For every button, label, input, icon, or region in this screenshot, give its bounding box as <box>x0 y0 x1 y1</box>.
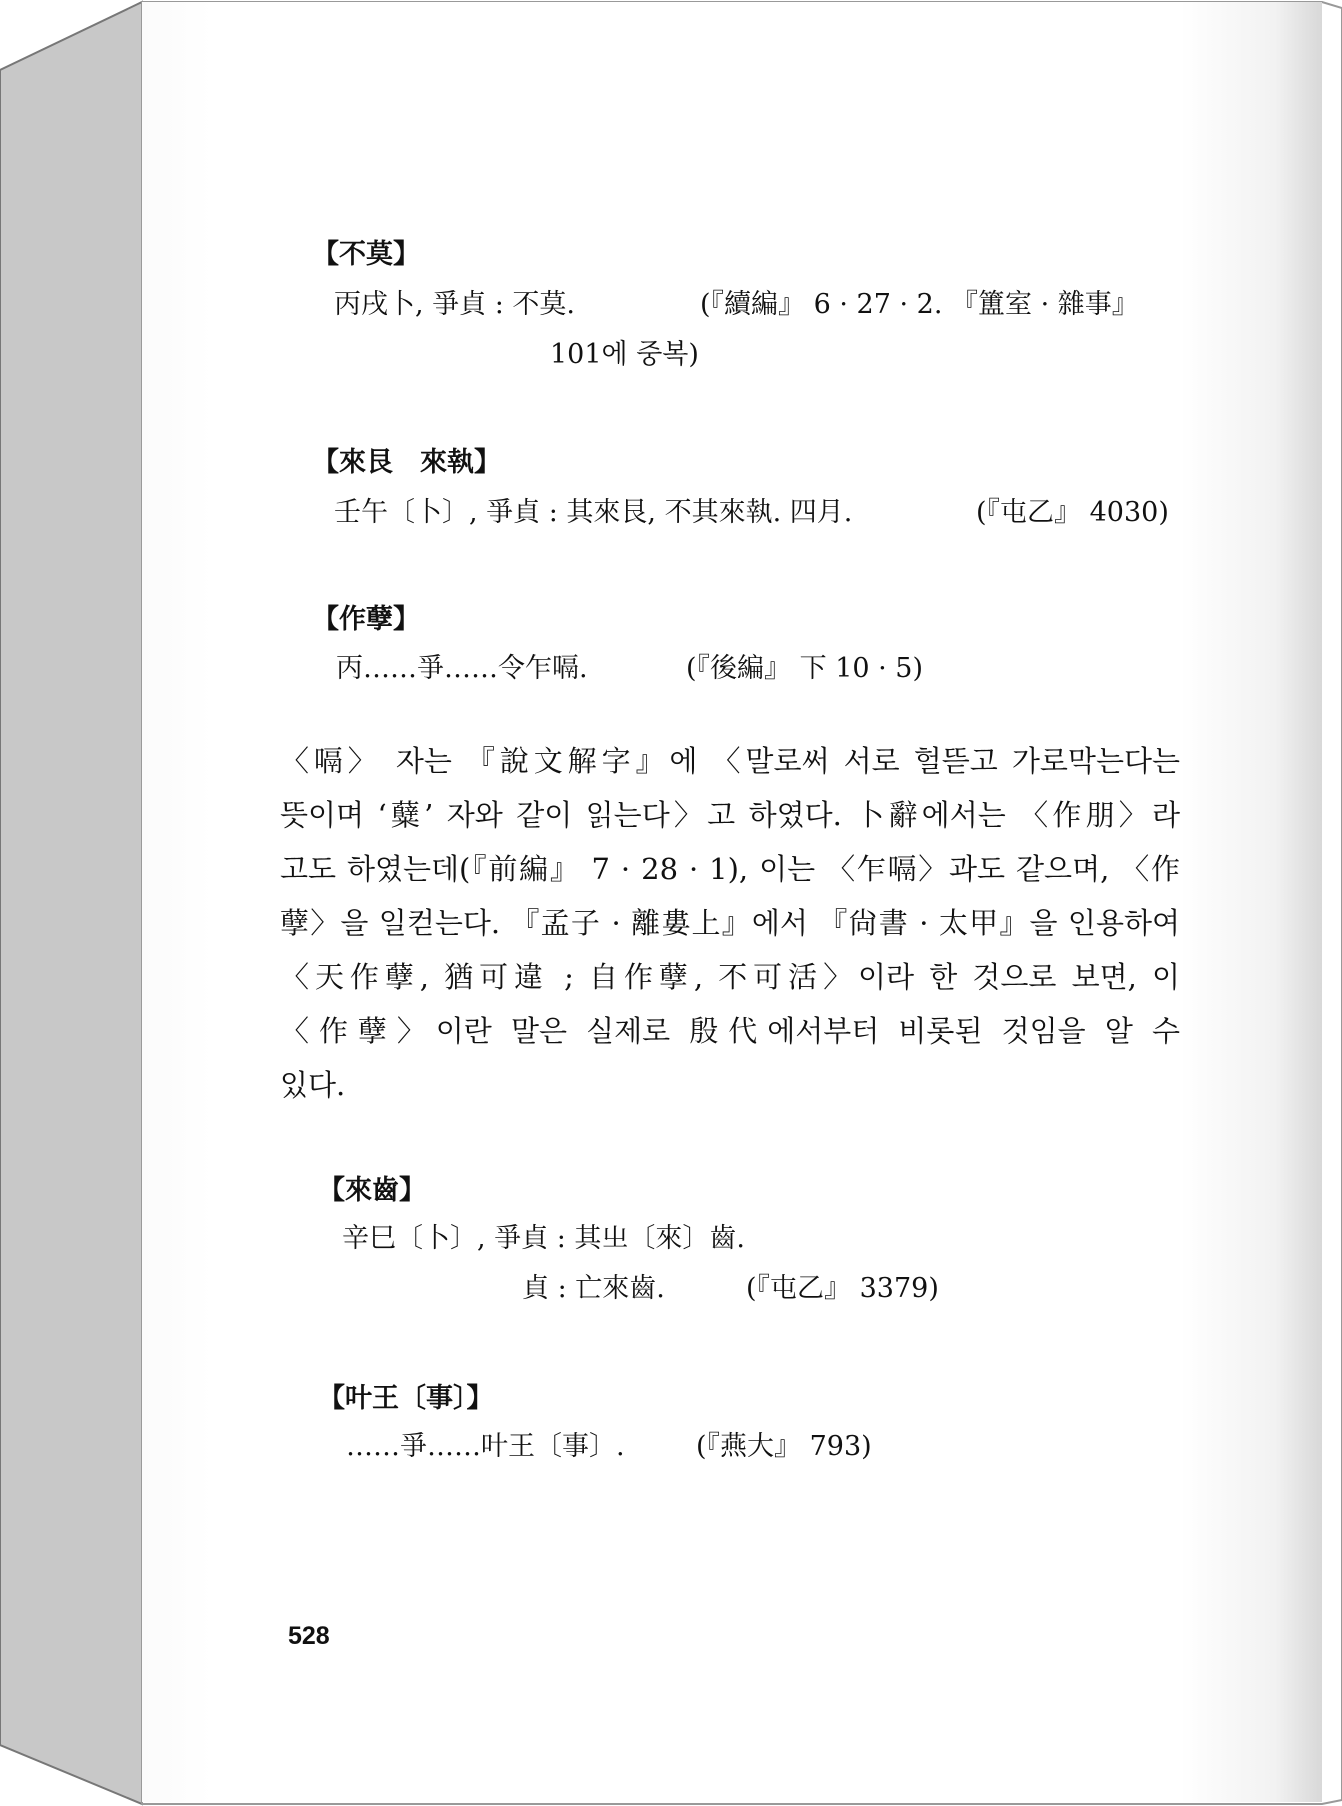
entry-heading: 【叶王〔事〕】 <box>318 1383 494 1414</box>
paragraph-line: 孽〉을 일컫는다. 『孟子 · 離婁上』에서 『尙書 · 太甲』을 인용하여 <box>280 906 1180 940</box>
entry-citation: (『屯乙』 3379) <box>746 1273 939 1304</box>
entry-text: 壬午〔卜〕, 爭貞 : 其來艮, 不其來執. 四月. <box>334 497 853 528</box>
commentary-paragraph <box>280 734 1180 1112</box>
entry-citation: (『續編』 6 · 27 · 2. 『簠室 · 雜事』 <box>700 289 1139 320</box>
entry-heading: 【不莫】 <box>312 239 420 270</box>
entry-text: 丙……爭……令乍嗝. <box>336 653 588 684</box>
paragraph-line: 있다. <box>280 1068 346 1102</box>
entry-heading: 【來艮 來執】 <box>312 447 501 478</box>
entry-text: 丙戌卜, 爭貞 : 不莫. <box>334 289 576 320</box>
paragraph-line: 고도 하였는데(『前編』 7 · 28 · 1), 이는 〈乍嗝〉과도 같으며, 〈作 <box>280 852 1180 886</box>
entry-citation: (『燕大』 793) <box>696 1431 872 1462</box>
entry-heading: 【作孽】 <box>312 604 420 635</box>
entry-text: 貞 : 亡來齒. <box>522 1273 665 1304</box>
entry-citation: 101에 중복) <box>550 339 699 370</box>
paragraph-line: 뜻이며 ‘糵’ 자와 같이 읽는다〉고 하였다. 卜辭에서는 〈作朋〉라 <box>280 798 1180 832</box>
page-number: 528 <box>288 1622 330 1650</box>
entry-heading: 【來齒】 <box>318 1175 426 1206</box>
entry-citation: (『後編』 下 10 · 5) <box>686 653 924 684</box>
entry-text: ……爭……叶王〔事〕. <box>346 1431 625 1462</box>
entry-citation: (『屯乙』 4030) <box>976 497 1169 528</box>
paragraph-line: 〈作孽〉이란 말은 실제로 殷代에서부터 비롯된 것임을 알 수 <box>280 1014 1180 1048</box>
paragraph-line: 〈嗝〉 자는 『說文解字』에 〈말로써 서로 헐뜯고 가로막는다는 <box>280 744 1180 778</box>
entry-text: 辛巳〔卜〕, 爭貞 : 其㞢〔來〕齒. <box>342 1223 746 1254</box>
paragraph-line: 〈天作孽, 猶可違 ; 自作孽, 不可活〉이라 한 것으로 보면, 이 <box>280 960 1180 994</box>
